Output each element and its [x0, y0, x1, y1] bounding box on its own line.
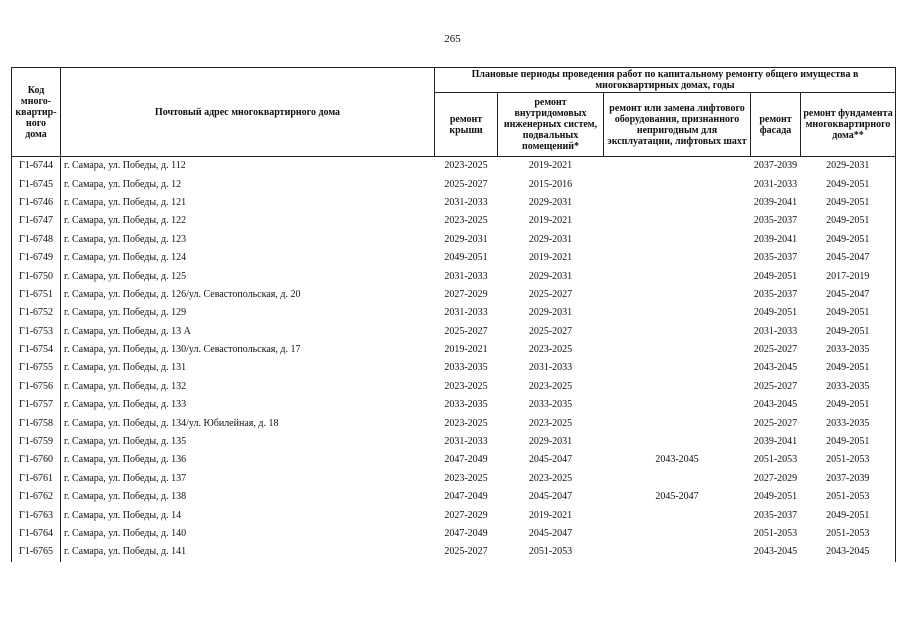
cell-engineering: 2023-2025	[528, 344, 573, 356]
cell-foundation: 2045-2047	[801, 249, 896, 267]
cell-foundation: 2045-2047	[801, 286, 896, 304]
cell-foundation: 2033-2035	[801, 414, 896, 432]
cell-roof: 2027-2029	[444, 509, 488, 521]
cell-engineering: 2029-2031	[528, 196, 573, 208]
table-row	[12, 212, 896, 230]
cell-facade: 2039-2041	[753, 196, 798, 208]
cell-engineering: 2033-2035	[528, 399, 573, 411]
cell-foundation: 2033-2035	[801, 378, 896, 396]
cell-elevator	[604, 323, 751, 341]
cell-address: г. Самара, ул. Победы, д. 141	[64, 546, 187, 558]
cell-elevator	[604, 249, 751, 267]
cell-facade: 2043-2045	[753, 399, 798, 411]
cell-code: Г1-6753	[12, 323, 61, 341]
table-row	[12, 341, 896, 359]
cell-roof: 2029-2031	[444, 233, 488, 245]
cell-roof: 2047-2049	[444, 454, 488, 466]
cell-roof: 2023-2025	[444, 215, 488, 227]
cell-address: г. Самара, ул. Победы, д. 138	[64, 491, 187, 503]
cell-facade: 2039-2041	[753, 233, 798, 245]
cell-facade: 2049-2051	[753, 307, 798, 319]
page-number: 265	[444, 33, 461, 45]
cell-engineering: 2023-2025	[528, 380, 573, 392]
cell-address: г. Самара, ул. Победы, д. 12	[64, 178, 182, 190]
cell-roof: 2027-2029	[444, 288, 488, 300]
cell-engineering: 2019-2021	[528, 160, 573, 172]
cell-code: Г1-6763	[12, 506, 61, 524]
header-elevator: ремонт или замена лифтового оборудования, признанного непригодным для эксплуатации, лифтовых шахт	[604, 93, 751, 157]
cell-facade: 2031-2033	[753, 325, 798, 337]
cell-roof: 2023-2025	[444, 380, 488, 392]
table-row	[12, 286, 896, 304]
cell-roof: 2049-2051	[444, 252, 488, 264]
cell-elevator	[604, 304, 751, 322]
cell-roof: 2033-2035	[444, 362, 488, 374]
table-row	[12, 175, 896, 193]
table-row	[12, 506, 896, 524]
cell-address: г. Самара, ул. Победы, д. 140	[64, 528, 187, 539]
cell-facade: 2043-2045	[753, 546, 798, 558]
cell-address: г. Самара, ул. Победы, д. 135	[64, 436, 187, 448]
table-row	[12, 525, 896, 543]
cell-foundation: 2049-2051	[801, 396, 896, 414]
cell-code: Г1-6748	[12, 231, 61, 249]
cell-address: г. Самара, ул. Победы, д. 125	[64, 270, 187, 282]
cell-facade: 2037-2039	[753, 160, 798, 172]
cell-code: Г1-6762	[12, 488, 61, 506]
cell-address: г. Самара, ул. Победы, д. 134/ул. Юбилейная, д. 18	[64, 417, 279, 429]
cell-engineering: 2045-2047	[528, 454, 573, 466]
header-address: Почтовый адрес многоквартирного дома	[61, 68, 435, 157]
cell-code: Г1-6755	[12, 359, 61, 377]
cell-foundation: 2049-2051	[801, 212, 896, 230]
cell-roof: 2047-2049	[444, 491, 488, 503]
cell-code: Г1-6758	[12, 414, 61, 432]
cell-code: Г1-6744	[12, 157, 61, 176]
cell-elevator	[604, 414, 751, 432]
cell-engineering: 2023-2025	[528, 417, 573, 429]
cell-address: г. Самара, ул. Победы, д. 132	[64, 380, 187, 392]
table-row	[12, 488, 896, 506]
cell-elevator	[604, 433, 751, 451]
cell-elevator	[604, 359, 751, 377]
cell-address: г. Самара, ул. Победы, д. 136	[64, 454, 187, 466]
cell-engineering: 2029-2031	[528, 270, 573, 282]
cell-elevator: 2045-2047	[655, 491, 699, 503]
cell-foundation: 2049-2051	[801, 433, 896, 451]
cell-code: Г1-6757	[12, 396, 61, 414]
cell-elevator	[604, 341, 751, 359]
cell-address: г. Самара, ул. Победы, д. 137	[64, 472, 187, 484]
table-header	[12, 68, 896, 157]
cell-foundation: 2017-2019	[801, 267, 896, 285]
cell-facade: 2039-2041	[753, 436, 798, 448]
cell-elevator	[604, 267, 751, 285]
cell-roof: 2031-2033	[444, 196, 488, 208]
cell-elevator	[604, 396, 751, 414]
cell-address: г. Самара, ул. Победы, д. 121	[64, 196, 187, 208]
cell-roof: 2019-2021	[444, 344, 488, 356]
cell-foundation: 2049-2051	[801, 304, 896, 322]
table-row	[12, 543, 896, 561]
cell-engineering: 2045-2047	[528, 528, 573, 539]
cell-elevator	[604, 378, 751, 396]
cell-engineering: 2023-2025	[528, 472, 573, 484]
cell-roof: 2033-2035	[444, 399, 488, 411]
cell-address: г. Самара, ул. Победы, д. 14	[64, 509, 182, 521]
cell-foundation: 2049-2051	[801, 231, 896, 249]
table-row	[12, 396, 896, 414]
cell-foundation: 2051-2053	[801, 488, 896, 506]
cell-foundation: 2043-2045	[801, 543, 896, 561]
cell-code: Г1-6761	[12, 470, 61, 488]
cell-facade: 2049-2051	[753, 491, 798, 503]
cell-foundation: 2051-2053	[801, 451, 896, 469]
table-row	[12, 470, 896, 488]
cell-code: Г1-6746	[12, 194, 61, 212]
cell-facade: 2031-2033	[753, 178, 798, 190]
cell-elevator	[604, 470, 751, 488]
table-row	[12, 451, 896, 469]
cell-address: г. Самара, ул. Победы, д. 112	[64, 160, 186, 172]
cell-address: г. Самара, ул. Победы, д. 122	[64, 215, 187, 227]
cell-elevator	[604, 525, 751, 543]
cell-code: Г1-6745	[12, 175, 61, 193]
table-row	[12, 323, 896, 341]
table-row	[12, 249, 896, 267]
header-foundation: ремонт фундамента многоквартирного дома**	[801, 93, 896, 157]
cell-roof: 2023-2025	[444, 417, 488, 429]
cell-address: г. Самара, ул. Победы, д. 126/ул. Севастопольская, д. 20	[64, 288, 301, 300]
table-row	[12, 231, 896, 249]
cell-roof: 2047-2049	[444, 528, 488, 539]
cell-elevator: 2043-2045	[655, 454, 699, 466]
cell-facade: 2027-2029	[753, 472, 798, 484]
cell-foundation: 2049-2051	[801, 323, 896, 341]
cell-code: Г1-6750	[12, 267, 61, 285]
cell-engineering: 2019-2021	[528, 509, 573, 521]
cell-engineering: 2029-2031	[528, 436, 573, 448]
header-roof: ремонт крыши	[435, 93, 498, 157]
cell-engineering: 2025-2027	[528, 288, 573, 300]
cell-elevator	[604, 212, 751, 230]
cell-code: Г1-6764	[12, 525, 61, 543]
cell-elevator	[604, 157, 751, 176]
table-row	[12, 194, 896, 212]
cell-facade: 2035-2037	[753, 215, 798, 227]
cell-roof: 2025-2027	[444, 325, 488, 337]
table-row	[12, 304, 896, 322]
cell-code: Г1-6752	[12, 304, 61, 322]
cell-engineering: 2031-2033	[528, 362, 573, 374]
cell-code: Г1-6747	[12, 212, 61, 230]
cell-facade: 2035-2037	[753, 288, 798, 300]
cell-engineering: 2019-2021	[528, 252, 573, 264]
cell-foundation: 2049-2051	[801, 194, 896, 212]
cell-facade: 2025-2027	[753, 380, 798, 392]
cell-elevator	[604, 194, 751, 212]
cell-facade: 2051-2053	[753, 528, 798, 539]
cell-elevator	[604, 286, 751, 304]
cell-address: г. Самара, ул. Победы, д. 133	[64, 399, 187, 411]
cell-roof: 2023-2025	[444, 160, 488, 172]
cell-address: г. Самара, ул. Победы, д. 124	[64, 252, 187, 264]
cell-roof: 2031-2033	[444, 307, 488, 319]
cell-elevator	[604, 506, 751, 524]
cell-foundation: 2049-2051	[801, 506, 896, 524]
cell-engineering: 2029-2031	[528, 307, 573, 319]
cell-facade: 2051-2053	[753, 454, 798, 466]
cell-roof: 2031-2033	[444, 436, 488, 448]
header-periods-group: Плановые периоды проведения работ по капитальному ремонту общего имущества в многоквартирных домах, годы	[435, 68, 896, 93]
cell-code: Г1-6756	[12, 378, 61, 396]
cell-roof: 2031-2033	[444, 270, 488, 282]
cell-foundation: 2037-2039	[801, 470, 896, 488]
table-body	[12, 157, 896, 562]
table-row	[12, 267, 896, 285]
cell-address: г. Самара, ул. Победы, д. 129	[64, 307, 187, 319]
cell-elevator	[604, 231, 751, 249]
cell-foundation: 2029-2031	[801, 157, 896, 176]
cell-elevator	[604, 543, 751, 561]
cell-engineering: 2015-2016	[528, 178, 573, 190]
cell-address: г. Самара, ул. Победы, д. 130/ул. Севастопольская, д. 17	[64, 344, 301, 356]
table-row	[12, 157, 896, 176]
cell-foundation: 2033-2035	[801, 341, 896, 359]
cell-facade: 2035-2037	[753, 509, 798, 521]
cell-engineering: 2029-2031	[528, 233, 573, 245]
cell-address: г. Самара, ул. Победы, д. 13 А	[64, 325, 191, 337]
cell-roof: 2025-2027	[444, 178, 488, 190]
cell-code: Г1-6749	[12, 249, 61, 267]
header-code: Код много-квартир-ного дома	[12, 68, 61, 157]
cell-code: Г1-6760	[12, 451, 61, 469]
cell-code: Г1-6759	[12, 433, 61, 451]
table-row	[12, 414, 896, 432]
cell-facade: 2025-2027	[753, 417, 798, 429]
cell-facade: 2049-2051	[753, 270, 798, 282]
cell-code: Г1-6765	[12, 543, 61, 561]
header-facade: ремонт фасада	[751, 93, 801, 157]
cell-foundation: 2051-2053	[801, 525, 896, 543]
cell-address: г. Самара, ул. Победы, д. 131	[64, 362, 187, 374]
cell-facade: 2025-2027	[753, 344, 798, 356]
cell-elevator	[604, 175, 751, 193]
cell-address: г. Самара, ул. Победы, д. 123	[64, 233, 187, 245]
cell-facade: 2035-2037	[753, 252, 798, 264]
cell-foundation: 2049-2051	[801, 359, 896, 377]
cell-engineering: 2051-2053	[528, 546, 573, 558]
cell-facade: 2043-2045	[753, 362, 798, 374]
header-engineering: ремонт внутридомовых инженерных систем, подвальных помещений*	[498, 93, 604, 157]
table-row	[12, 433, 896, 451]
cell-engineering: 2045-2047	[528, 491, 573, 503]
cell-foundation: 2049-2051	[801, 175, 896, 193]
repair-schedule-table	[11, 67, 896, 562]
cell-roof: 2025-2027	[444, 546, 488, 558]
cell-engineering: 2019-2021	[528, 215, 573, 227]
cell-roof: 2023-2025	[444, 472, 488, 484]
table-row	[12, 359, 896, 377]
cell-code: Г1-6754	[12, 341, 61, 359]
cell-engineering: 2025-2027	[528, 325, 573, 337]
table-row	[12, 378, 896, 396]
cell-code: Г1-6751	[12, 286, 61, 304]
